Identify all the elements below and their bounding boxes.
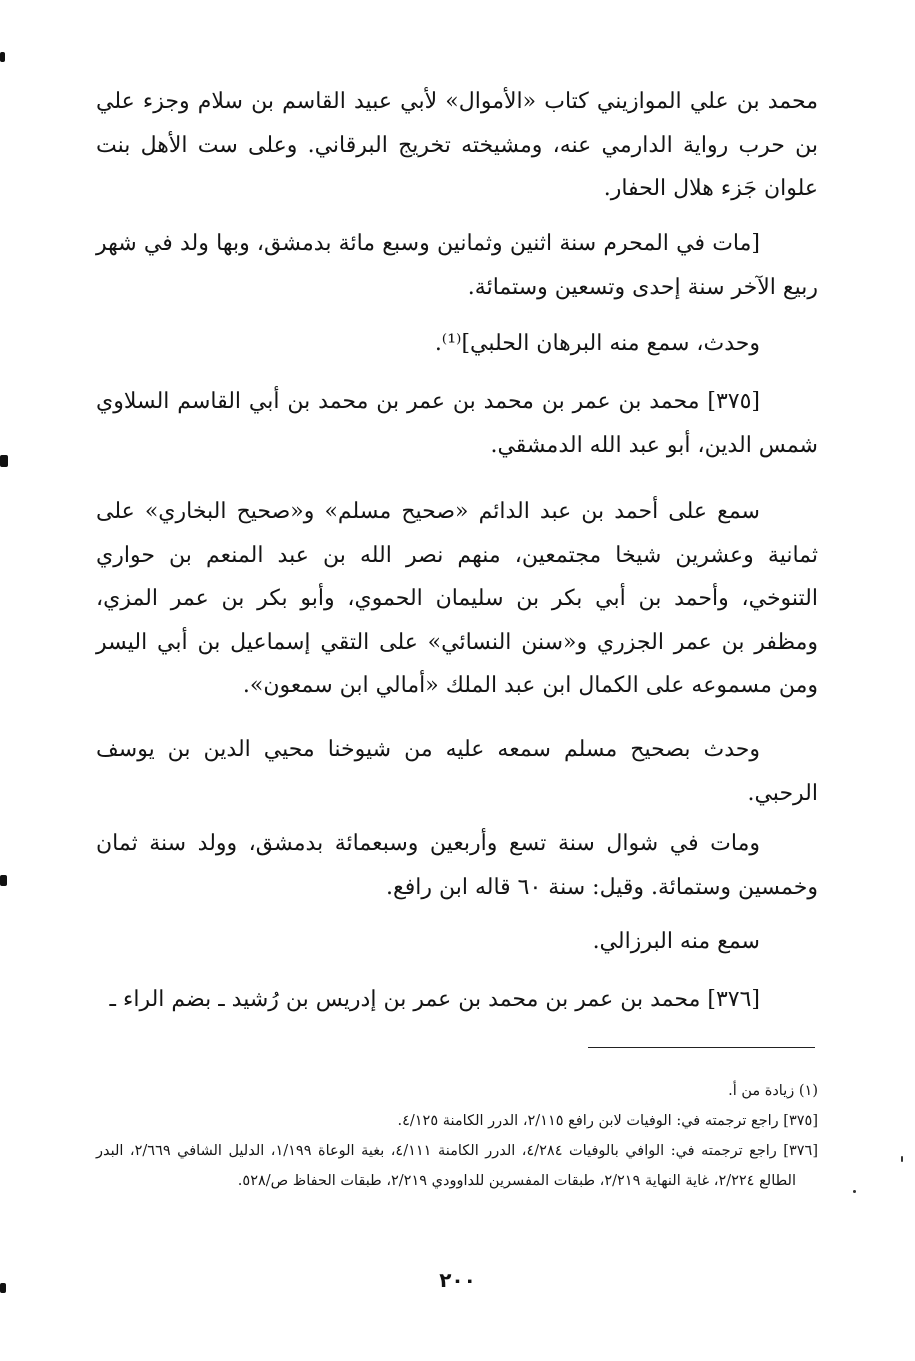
main-text [96, 490, 818, 708]
footnote: [٣٧٦] راجع ترجمته في: الوافي بالوفيات ٤/٢٨٤، الدرر الكامنة ٤/١١١، بغية الوعاة ١/١٩٩، الدليل الشافي ٢/٦٦٩، البدر الطالع ٢/٢٢٤، غاية النهاية ٢/٢١٩، طبقات المفسرين للداوودي ٢/٢١٩، طبقات الحفاظ ص/٥٢٨. [96, 1143, 818, 1189]
main-text [96, 222, 818, 309]
paragraph: وحدث بصحيح مسلم سمعه عليه من شيوخنا محيي الدين بن يوسف الرحبي. [96, 737, 818, 806]
main-text [96, 978, 818, 1022]
main-text [96, 80, 818, 211]
paragraph: محمد بن علي الموازيني كتاب «الأموال» لأبي عبيد القاسم بن سلام وجزء علي بن حرب رواية الدارمي عنه، ومشيخته تخريج البرقاني. وعلى ست الأهل بنت علوان جَزء هلال الحفار. [96, 89, 818, 201]
page-number: ٢٠٠ [439, 1268, 476, 1292]
entry-heading: [٣٧٥] محمد بن عمر بن محمد بن عمر بن محمد بن أبي القاسم السلاوي شمس الدين، أبو عبد الله الدمشقي. [96, 389, 818, 458]
main-text [96, 728, 818, 815]
main-text [96, 920, 818, 964]
main-text [96, 322, 818, 366]
main-text [96, 380, 818, 467]
paragraph: سمع منه البرزالي. [592, 929, 760, 954]
paragraph: سمع على أحمد بن عبد الدائم «صحيح مسلم» و«صحيح البخاري» على ثمانية وعشرين شيخا مجتمعين، منهم نصر الله بن عبد المنعم بن حواري التنوخي، وأحمد بن أبي بكر بن سليمان الحموي، وأبو بكر بن عمر المزي، ومظفر بن عمر الجزري و«سنن النسائي» على التقي إسماعيل بن أبي اليسر ومن مسموعه على الكمال ابن عبد الملك «أمالي ابن سمعون». [96, 499, 818, 698]
scan-mark [0, 875, 7, 886]
footnotes [96, 1076, 818, 1196]
scan-mark [0, 455, 8, 467]
paragraph: [مات في المحرم سنة اثنين وثمانين وسبع مائة بدمشق، وبها ولد في شهر ربيع الآخر سنة إحدى وتسعين وستمائة. [96, 231, 818, 300]
main-text [96, 822, 818, 909]
paragraph: ومات في شوال سنة تسع وأربعين وسبعمائة بدمشق، وولد سنة ثمان وخمسين وستمائة. وقيل: سنة ٦٠ قاله ابن رافع. [96, 831, 818, 900]
entry-heading: [٣٧٦] محمد بن عمر بن محمد بن عمر بن إدريس بن رُشيد ـ بضم الراء ـ [109, 987, 760, 1012]
scan-dot [901, 1156, 903, 1162]
footnote-separator [588, 1047, 815, 1048]
paragraph: وحدث، سمع منه البرهان الحلبي]⁽¹⁾. [434, 331, 760, 356]
scan-dot [853, 1190, 856, 1193]
scan-mark [0, 52, 5, 62]
footnote: (١) زيادة من أ. [728, 1083, 818, 1099]
footnote: [٣٧٥] راجع ترجمته في: الوفيات لابن رافع ٢/١١٥، الدرر الكامنة ٤/١٢٥. [397, 1113, 818, 1129]
